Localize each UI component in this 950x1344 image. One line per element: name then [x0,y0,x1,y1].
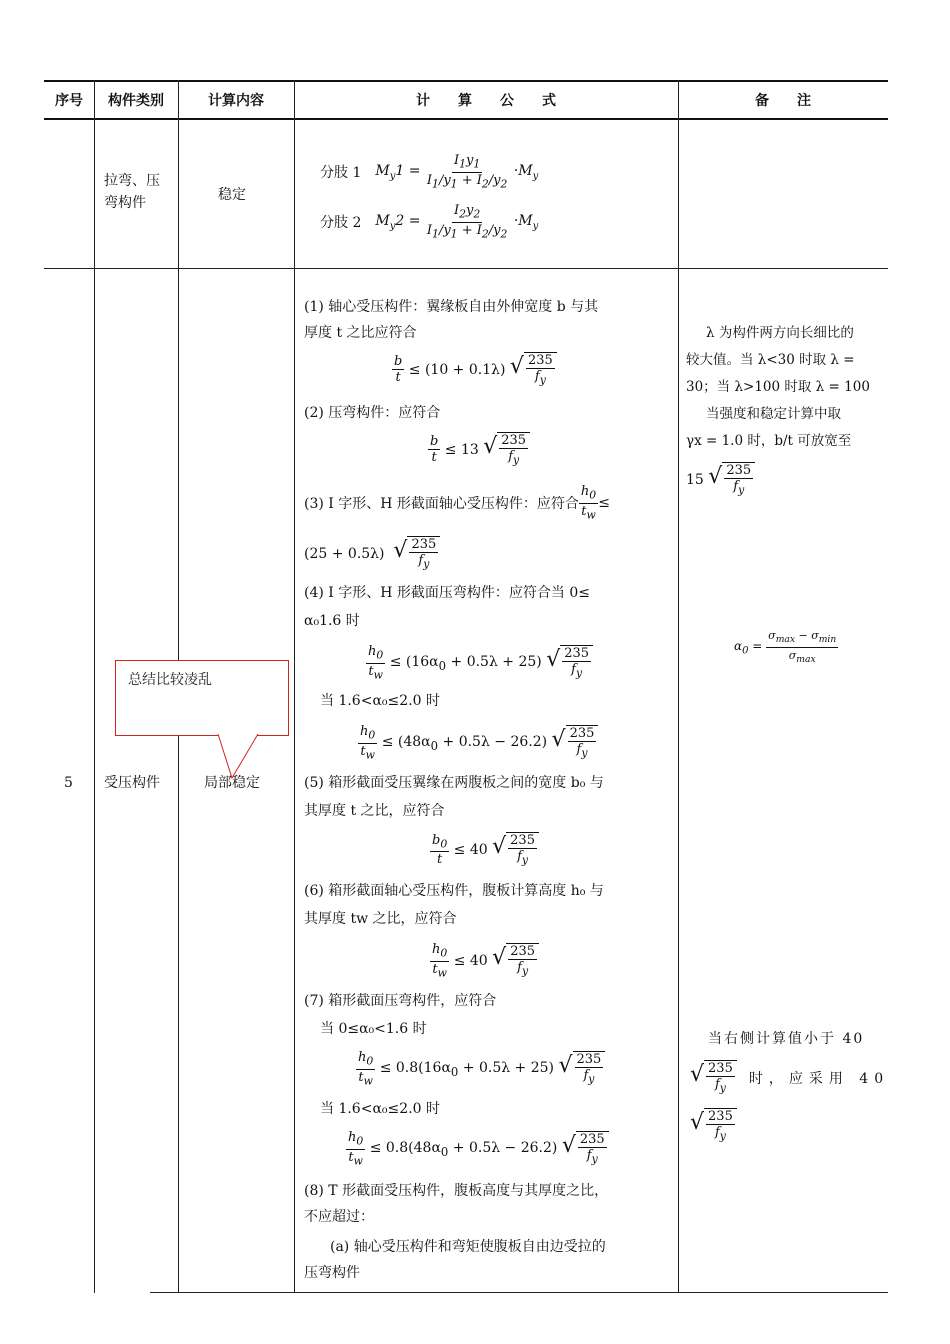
formula-7b: $\frac{h_0}{t_w}$ ≤ $0.8(48\alpha_0 + 0.5\lambda - 26.2)$ √ $\frac{235}{f_y}$ [346,1130,609,1168]
item-7a: 当 0≤α₀<1.6 时 [320,1021,427,1037]
item-5-line2: 其厚度 t 之比，应符合 [304,803,445,819]
item-4b: 当 1.6<α₀≤2.0 时 [320,693,440,709]
item-5-line1: (5) 箱形截面受压翼缘在两腹板之间的宽度 b₀ 与 [304,775,604,791]
formula-7a: $\frac{h_0}{t_w}$ ≤ $0.8(16\alpha_0 + 0.5\lambda + 25)$ √ $\frac{235}{f_y}$ [356,1050,605,1088]
item-6-line2: 其厚度 tw 之比，应符合 [304,911,457,927]
row1-content: 稳定 [218,187,246,203]
item-2: (2) 压弯构件：应符合 [304,405,441,421]
col-divider-4 [678,80,679,1293]
remark-3-line1: 当右侧计算值小于 40 [708,1031,865,1047]
formula-5: $\frac{b_0}{t}$ ≤ 40 √ $\frac{235}{f_y}$ [430,832,539,868]
header-formula: 计 算 公 式 [416,93,556,109]
item-4-line1: (4) I 字形、H 形截面压弯构件：应符合当 0≤ [304,585,591,601]
formula-2: $\frac{b}{t}$ ≤ 13 √ $\frac{235}{f_y}$ [428,432,530,468]
header-index: 序号 [55,93,83,109]
row1-formula-1: 分肢 1 $M_y1$ = $\frac{I_1y_1}{I_1/y_1 + I_2/y_2}$ $\cdot M_y$ [320,153,539,191]
formula-6: $\frac{h_0}{t_w}$ ≤ 40 √ $\frac{235}{f_y}$ [430,942,539,980]
formula-4a: $\frac{h_0}{t_w}$ ≤ $(16\alpha_0 + 0.5\lambda + 25)$ √ $\frac{235}{f_y}$ [366,644,593,682]
item-1-line1: (1) 轴心受压构件：翼缘板自由外伸宽度 b 与其 [304,299,599,315]
row1-formula-2: 分肢 2 $M_y2$ = $\frac{I_2y_2}{I_1/y_1 + I_2/y_2}$ $\cdot M_y$ [320,203,539,241]
item-6-line1: (6) 箱形截面轴心受压构件，腹板计算高度 h₀ 与 [304,883,604,899]
formula-4b: $\frac{h_0}{t_w}$ ≤ $(48\alpha_0 + 0.5\lambda - 26.2)$ √ $\frac{235}{f_y}$ [358,724,598,762]
header-remarks: 备 注 [755,93,811,109]
annotation-pointer [210,732,270,782]
item-7b: 当 1.6<α₀≤2.0 时 [320,1101,440,1117]
header-category: 构件类别 [108,93,164,109]
remark-1-formula: 15 √ $\frac{235}{f_y}$ [686,462,755,498]
annotation-text: 总结比较凌乱 [128,672,212,688]
row2-content: 局部稳定 [204,775,260,791]
table-bottom-rule [150,1292,888,1293]
item-8a-line1: (a) 轴心受压构件和弯矩使腹板自由边受拉的 [330,1239,606,1255]
item-8a-line2: 压弯构件 [304,1265,360,1281]
header-content: 计算内容 [208,93,264,109]
header-bottom-rule [44,118,888,120]
item-8-line2: 不应超过： [304,1209,374,1225]
remark-3-formula: √ $\frac{235}{f_y}$ [690,1108,737,1144]
item-4-line2: α₀1.6 时 [304,613,360,629]
row-divider [44,268,888,269]
remark-3-line2: √ $\frac{235}{f_y}$ 时，应采用 40 [690,1061,890,1095]
remark-1: λ 为构件两方向长细比的 较大值。当 λ<30 时取 λ = 30；当 λ>100 时取 λ = 100 当强度和稳定计算中取 γx = 1.0 时，b/t 可放宽至 [686,325,870,449]
annotation-callout[interactable] [115,660,289,736]
item-7: (7) 箱形截面压弯构件，应符合 [304,993,497,1009]
row2-category: 受压构件 [104,775,160,791]
item-8-line1: (8) T 形截面受压构件，腹板高度与其厚度之比， [304,1183,609,1199]
item-3: (3) I 字形、H 形截面轴心受压构件：应符合 $\frac{h_0}{t_w}$ ≤ [304,484,610,522]
item-1-line2: 厚度 t 之比应符合 [304,325,417,341]
formula-3: (25 + 0.5λ) √ $\frac{235}{f_y}$ [304,536,440,572]
remark-2-formula: $\alpha_0$ = $\frac{\sigma_{max} - \sigma_{min}}{\sigma_{max}}$ [734,629,837,666]
row1-category: 拉弯、压 弯构件 [104,173,160,211]
col-divider-3 [294,80,295,1293]
formula-1: $\frac{b}{t}$ ≤ (10 + 0.1λ) √ $\frac{235}{f_y}$ [392,352,557,388]
row2-index: 5 [64,775,73,791]
col-divider-1 [94,80,95,1293]
